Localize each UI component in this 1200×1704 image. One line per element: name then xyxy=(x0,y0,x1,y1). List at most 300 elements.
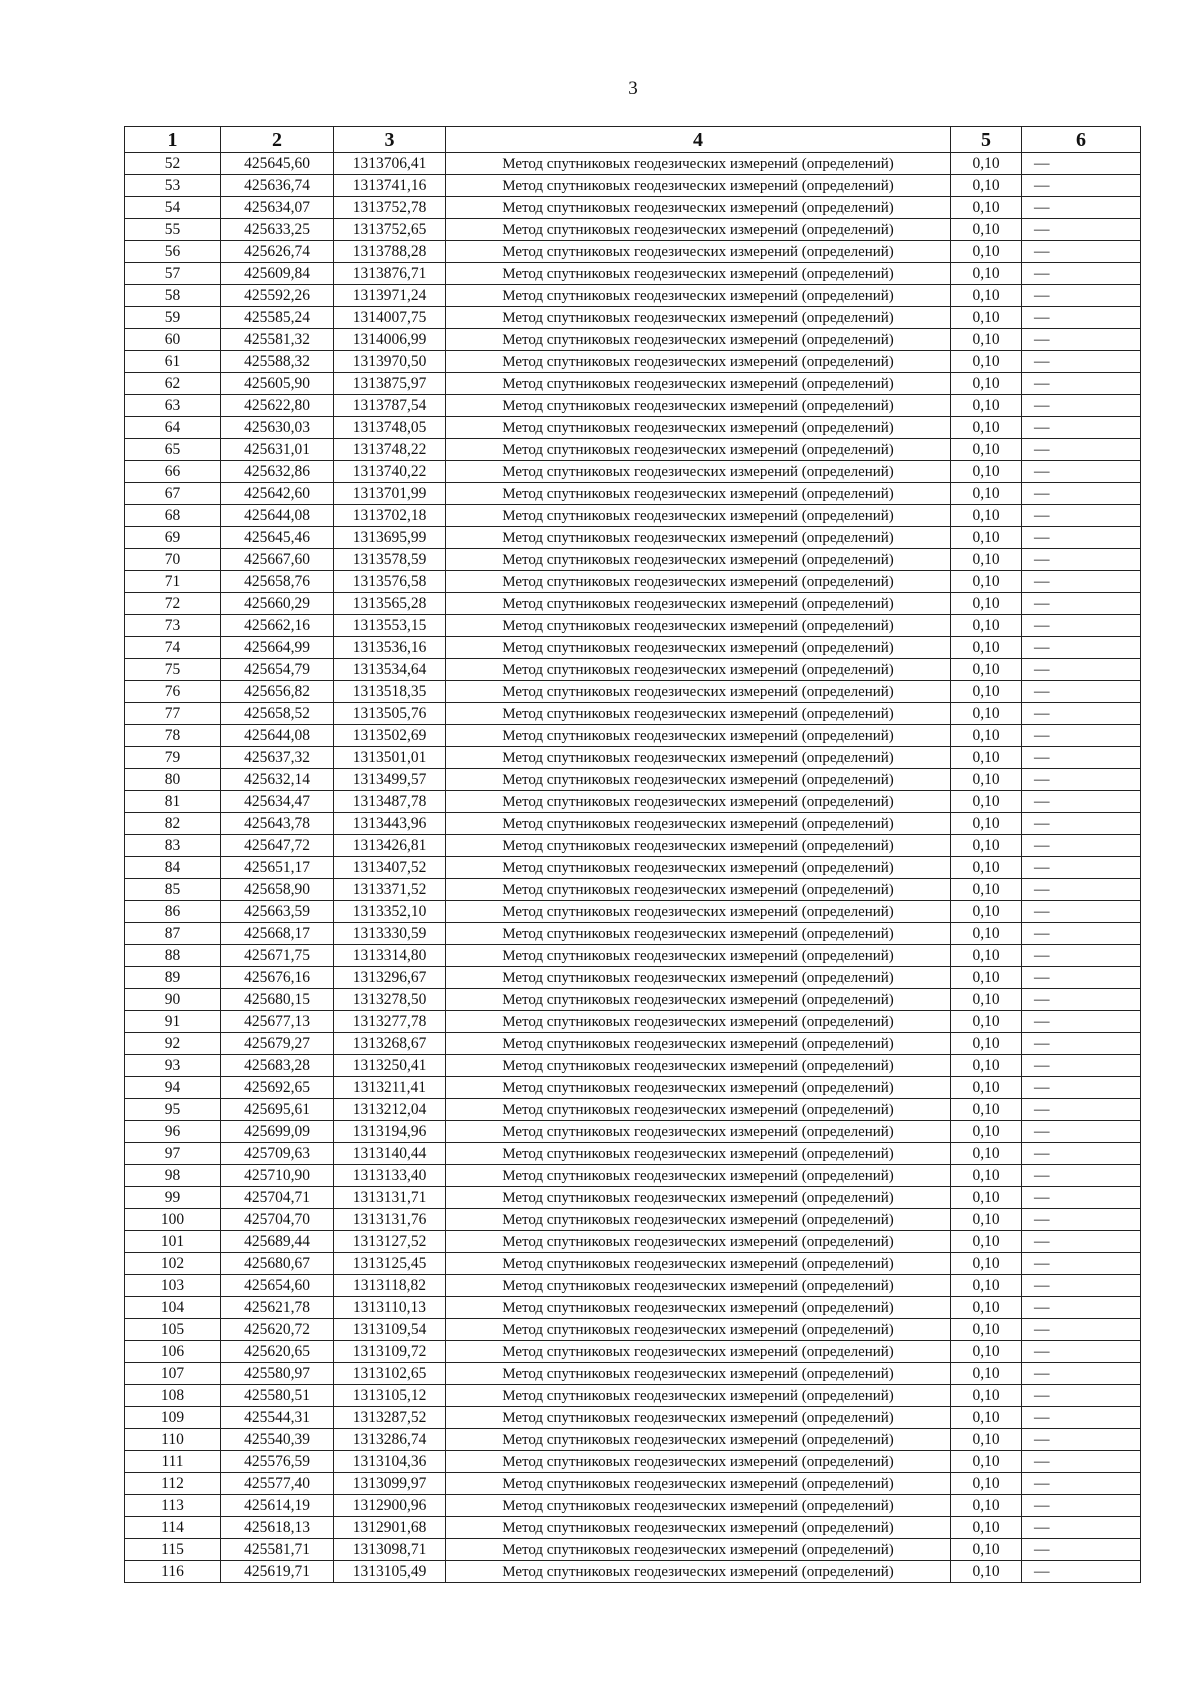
y-coordinate-cell: 1313131,71 xyxy=(334,1187,446,1209)
y-coordinate-cell: 1313104,36 xyxy=(334,1451,446,1473)
y-coordinate-cell: 1313740,22 xyxy=(334,461,446,483)
table-row xyxy=(125,923,1141,945)
y-coordinate-cell: 1313748,22 xyxy=(334,439,446,461)
header-col-4: 4 xyxy=(446,127,951,153)
description-cell: — xyxy=(1022,945,1141,967)
description-cell: — xyxy=(1022,263,1141,285)
accuracy-cell: 0,10 xyxy=(951,1451,1022,1473)
x-coordinate-cell: 425658,76 xyxy=(221,571,334,593)
method-cell: Метод спутниковых геодезических измерений (определений) xyxy=(446,703,951,725)
x-coordinate-cell: 425658,90 xyxy=(221,879,334,901)
method-cell: Метод спутниковых геодезических измерений (определений) xyxy=(446,659,951,681)
y-coordinate-cell: 1312900,96 xyxy=(334,1495,446,1517)
description-cell: — xyxy=(1022,219,1141,241)
x-coordinate-cell: 425692,65 xyxy=(221,1077,334,1099)
point-number-cell: 99 xyxy=(125,1187,221,1209)
x-coordinate-cell: 425680,15 xyxy=(221,989,334,1011)
x-coordinate-cell: 425651,17 xyxy=(221,857,334,879)
x-coordinate-cell: 425620,72 xyxy=(221,1319,334,1341)
x-coordinate-cell: 425634,07 xyxy=(221,197,334,219)
method-cell: Метод спутниковых геодезических измерений (определений) xyxy=(446,1165,951,1187)
method-cell: Метод спутниковых геодезических измерений (определений) xyxy=(446,1055,951,1077)
description-cell: — xyxy=(1022,1165,1141,1187)
description-cell: — xyxy=(1022,1055,1141,1077)
method-cell: Метод спутниковых геодезических измерений (определений) xyxy=(446,813,951,835)
point-number-cell: 54 xyxy=(125,197,221,219)
description-cell: — xyxy=(1022,637,1141,659)
header-col-2: 2 xyxy=(221,127,334,153)
table-row xyxy=(125,901,1141,923)
accuracy-cell: 0,10 xyxy=(951,307,1022,329)
point-number-cell: 79 xyxy=(125,747,221,769)
accuracy-cell: 0,10 xyxy=(951,1253,1022,1275)
accuracy-cell: 0,10 xyxy=(951,747,1022,769)
x-coordinate-cell: 425683,28 xyxy=(221,1055,334,1077)
accuracy-cell: 0,10 xyxy=(951,263,1022,285)
y-coordinate-cell: 1313194,96 xyxy=(334,1121,446,1143)
y-coordinate-cell: 1313250,41 xyxy=(334,1055,446,1077)
point-number-cell: 71 xyxy=(125,571,221,593)
point-number-cell: 90 xyxy=(125,989,221,1011)
point-number-cell: 112 xyxy=(125,1473,221,1495)
point-number-cell: 88 xyxy=(125,945,221,967)
method-cell: Метод спутниковых геодезических измерений (определений) xyxy=(446,1143,951,1165)
method-cell: Метод спутниковых геодезических измерений (определений) xyxy=(446,1033,951,1055)
table-row xyxy=(125,1495,1141,1517)
y-coordinate-cell: 1313127,52 xyxy=(334,1231,446,1253)
table-row xyxy=(125,1297,1141,1319)
accuracy-cell: 0,10 xyxy=(951,725,1022,747)
method-cell: Метод спутниковых геодезических измерений (определений) xyxy=(446,417,951,439)
y-coordinate-cell: 1313576,58 xyxy=(334,571,446,593)
description-cell: — xyxy=(1022,1011,1141,1033)
description-cell: — xyxy=(1022,439,1141,461)
method-cell: Метод спутниковых геодезических измерений (определений) xyxy=(446,1275,951,1297)
x-coordinate-cell: 425588,32 xyxy=(221,351,334,373)
description-cell: — xyxy=(1022,527,1141,549)
x-coordinate-cell: 425704,71 xyxy=(221,1187,334,1209)
accuracy-cell: 0,10 xyxy=(951,395,1022,417)
x-coordinate-cell: 425664,99 xyxy=(221,637,334,659)
description-cell: — xyxy=(1022,857,1141,879)
accuracy-cell: 0,10 xyxy=(951,967,1022,989)
y-coordinate-cell: 1313371,52 xyxy=(334,879,446,901)
point-number-cell: 68 xyxy=(125,505,221,527)
x-coordinate-cell: 425680,67 xyxy=(221,1253,334,1275)
x-coordinate-cell: 425644,08 xyxy=(221,725,334,747)
y-coordinate-cell: 1313133,40 xyxy=(334,1165,446,1187)
method-cell: Метод спутниковых геодезических измерений (определений) xyxy=(446,1253,951,1275)
method-cell: Метод спутниковых геодезических измерений (определений) xyxy=(446,329,951,351)
accuracy-cell: 0,10 xyxy=(951,659,1022,681)
point-number-cell: 81 xyxy=(125,791,221,813)
point-number-cell: 94 xyxy=(125,1077,221,1099)
table-row xyxy=(125,1539,1141,1561)
y-coordinate-cell: 1313330,59 xyxy=(334,923,446,945)
table-row xyxy=(125,1429,1141,1451)
point-number-cell: 60 xyxy=(125,329,221,351)
method-cell: Метод спутниковых геодезических измерений (определений) xyxy=(446,1561,951,1583)
point-number-cell: 110 xyxy=(125,1429,221,1451)
table-row xyxy=(125,417,1141,439)
x-coordinate-cell: 425662,16 xyxy=(221,615,334,637)
accuracy-cell: 0,10 xyxy=(951,373,1022,395)
x-coordinate-cell: 425709,63 xyxy=(221,1143,334,1165)
point-number-cell: 93 xyxy=(125,1055,221,1077)
x-coordinate-cell: 425614,19 xyxy=(221,1495,334,1517)
x-coordinate-cell: 425585,24 xyxy=(221,307,334,329)
accuracy-cell: 0,10 xyxy=(951,681,1022,703)
x-coordinate-cell: 425618,13 xyxy=(221,1517,334,1539)
point-number-cell: 109 xyxy=(125,1407,221,1429)
method-cell: Метод спутниковых геодезических измерений (определений) xyxy=(446,835,951,857)
table-row xyxy=(125,1319,1141,1341)
method-cell: Метод спутниковых геодезических измерений (определений) xyxy=(446,197,951,219)
x-coordinate-cell: 425577,40 xyxy=(221,1473,334,1495)
description-cell: — xyxy=(1022,1517,1141,1539)
x-coordinate-cell: 425647,72 xyxy=(221,835,334,857)
accuracy-cell: 0,10 xyxy=(951,593,1022,615)
accuracy-cell: 0,10 xyxy=(951,1077,1022,1099)
point-number-cell: 84 xyxy=(125,857,221,879)
accuracy-cell: 0,10 xyxy=(951,1231,1022,1253)
accuracy-cell: 0,10 xyxy=(951,1385,1022,1407)
y-coordinate-cell: 1313787,54 xyxy=(334,395,446,417)
accuracy-cell: 0,10 xyxy=(951,1297,1022,1319)
table-row xyxy=(125,1187,1141,1209)
accuracy-cell: 0,10 xyxy=(951,483,1022,505)
method-cell: Метод спутниковых геодезических измерений (определений) xyxy=(446,1473,951,1495)
table-row xyxy=(125,549,1141,571)
y-coordinate-cell: 1313487,78 xyxy=(334,791,446,813)
point-number-cell: 92 xyxy=(125,1033,221,1055)
table-row xyxy=(125,1253,1141,1275)
point-number-cell: 73 xyxy=(125,615,221,637)
y-coordinate-cell: 1313287,52 xyxy=(334,1407,446,1429)
method-cell: Метод спутниковых геодезических измерений (определений) xyxy=(446,351,951,373)
accuracy-cell: 0,10 xyxy=(951,945,1022,967)
accuracy-cell: 0,10 xyxy=(951,1099,1022,1121)
point-number-cell: 75 xyxy=(125,659,221,681)
method-cell: Метод спутниковых геодезических измерений (определений) xyxy=(446,263,951,285)
header-col-5: 5 xyxy=(951,127,1022,153)
description-cell: — xyxy=(1022,1319,1141,1341)
point-number-cell: 97 xyxy=(125,1143,221,1165)
description-cell: — xyxy=(1022,879,1141,901)
header-col-3: 3 xyxy=(334,127,446,153)
y-coordinate-cell: 1313518,35 xyxy=(334,681,446,703)
accuracy-cell: 0,10 xyxy=(951,813,1022,835)
x-coordinate-cell: 425645,46 xyxy=(221,527,334,549)
point-number-cell: 63 xyxy=(125,395,221,417)
table-row xyxy=(125,351,1141,373)
y-coordinate-cell: 1313277,78 xyxy=(334,1011,446,1033)
method-cell: Метод спутниковых геодезических измерений (определений) xyxy=(446,791,951,813)
x-coordinate-cell: 425643,78 xyxy=(221,813,334,835)
accuracy-cell: 0,10 xyxy=(951,901,1022,923)
point-number-cell: 76 xyxy=(125,681,221,703)
description-cell: — xyxy=(1022,659,1141,681)
table-row xyxy=(125,395,1141,417)
table-row xyxy=(125,835,1141,857)
table-row xyxy=(125,1077,1141,1099)
y-coordinate-cell: 1313875,97 xyxy=(334,373,446,395)
table-row xyxy=(125,571,1141,593)
accuracy-cell: 0,10 xyxy=(951,1055,1022,1077)
x-coordinate-cell: 425644,08 xyxy=(221,505,334,527)
method-cell: Метод спутниковых геодезических измерений (определений) xyxy=(446,615,951,637)
table-row xyxy=(125,1341,1141,1363)
y-coordinate-cell: 1313553,15 xyxy=(334,615,446,637)
description-cell: — xyxy=(1022,461,1141,483)
header-col-6: 6 xyxy=(1022,127,1141,153)
point-number-cell: 80 xyxy=(125,769,221,791)
x-coordinate-cell: 425637,32 xyxy=(221,747,334,769)
method-cell: Метод спутниковых геодезических измерений (определений) xyxy=(446,285,951,307)
table-row xyxy=(125,681,1141,703)
x-coordinate-cell: 425654,79 xyxy=(221,659,334,681)
y-coordinate-cell: 1313286,74 xyxy=(334,1429,446,1451)
point-number-cell: 67 xyxy=(125,483,221,505)
table-row xyxy=(125,1121,1141,1143)
y-coordinate-cell: 1313131,76 xyxy=(334,1209,446,1231)
y-coordinate-cell: 1313970,50 xyxy=(334,351,446,373)
x-coordinate-cell: 425581,32 xyxy=(221,329,334,351)
y-coordinate-cell: 1312901,68 xyxy=(334,1517,446,1539)
y-coordinate-cell: 1313565,28 xyxy=(334,593,446,615)
point-number-cell: 77 xyxy=(125,703,221,725)
point-number-cell: 89 xyxy=(125,967,221,989)
method-cell: Метод спутниковых геодезических измерений (определений) xyxy=(446,1539,951,1561)
y-coordinate-cell: 1313109,72 xyxy=(334,1341,446,1363)
y-coordinate-cell: 1313971,24 xyxy=(334,285,446,307)
y-coordinate-cell: 1313701,99 xyxy=(334,483,446,505)
table-row xyxy=(125,1209,1141,1231)
point-number-cell: 70 xyxy=(125,549,221,571)
description-cell: — xyxy=(1022,505,1141,527)
y-coordinate-cell: 1313752,78 xyxy=(334,197,446,219)
y-coordinate-cell: 1313536,16 xyxy=(334,637,446,659)
accuracy-cell: 0,10 xyxy=(951,1495,1022,1517)
table-row xyxy=(125,307,1141,329)
description-cell: — xyxy=(1022,571,1141,593)
x-coordinate-cell: 425658,52 xyxy=(221,703,334,725)
y-coordinate-cell: 1313212,04 xyxy=(334,1099,446,1121)
accuracy-cell: 0,10 xyxy=(951,769,1022,791)
description-cell: — xyxy=(1022,769,1141,791)
description-cell: — xyxy=(1022,395,1141,417)
point-number-cell: 114 xyxy=(125,1517,221,1539)
accuracy-cell: 0,10 xyxy=(951,1407,1022,1429)
point-number-cell: 96 xyxy=(125,1121,221,1143)
table-row xyxy=(125,1451,1141,1473)
method-cell: Метод спутниковых геодезических измерений (определений) xyxy=(446,945,951,967)
table-row xyxy=(125,1055,1141,1077)
accuracy-cell: 0,10 xyxy=(951,637,1022,659)
table-row xyxy=(125,813,1141,835)
x-coordinate-cell: 425633,25 xyxy=(221,219,334,241)
accuracy-cell: 0,10 xyxy=(951,175,1022,197)
x-coordinate-cell: 425704,70 xyxy=(221,1209,334,1231)
description-cell: — xyxy=(1022,285,1141,307)
x-coordinate-cell: 425620,65 xyxy=(221,1341,334,1363)
description-cell: — xyxy=(1022,1341,1141,1363)
description-cell: — xyxy=(1022,1407,1141,1429)
x-coordinate-cell: 425667,60 xyxy=(221,549,334,571)
method-cell: Метод спутниковых геодезических измерений (определений) xyxy=(446,901,951,923)
point-number-cell: 100 xyxy=(125,1209,221,1231)
accuracy-cell: 0,10 xyxy=(951,439,1022,461)
accuracy-cell: 0,10 xyxy=(951,219,1022,241)
accuracy-cell: 0,10 xyxy=(951,1429,1022,1451)
description-cell: — xyxy=(1022,1473,1141,1495)
method-cell: Метод спутниковых геодезических измерений (определений) xyxy=(446,681,951,703)
x-coordinate-cell: 425689,44 xyxy=(221,1231,334,1253)
method-cell: Метод спутниковых геодезических измерений (определений) xyxy=(446,1297,951,1319)
point-number-cell: 101 xyxy=(125,1231,221,1253)
description-cell: — xyxy=(1022,153,1141,175)
y-coordinate-cell: 1313211,41 xyxy=(334,1077,446,1099)
point-number-cell: 57 xyxy=(125,263,221,285)
x-coordinate-cell: 425580,51 xyxy=(221,1385,334,1407)
table-body xyxy=(125,153,1141,1583)
description-cell: — xyxy=(1022,1539,1141,1561)
accuracy-cell: 0,10 xyxy=(951,1121,1022,1143)
table-row xyxy=(125,1099,1141,1121)
description-cell: — xyxy=(1022,1077,1141,1099)
method-cell: Метод спутниковых геодезических измерений (определений) xyxy=(446,307,951,329)
x-coordinate-cell: 425699,09 xyxy=(221,1121,334,1143)
table-row xyxy=(125,1517,1141,1539)
method-cell: Метод спутниковых геодезических измерений (определений) xyxy=(446,153,951,175)
table-row xyxy=(125,1561,1141,1583)
description-cell: — xyxy=(1022,1451,1141,1473)
description-cell: — xyxy=(1022,373,1141,395)
table-row xyxy=(125,285,1141,307)
y-coordinate-cell: 1313695,99 xyxy=(334,527,446,549)
table-row xyxy=(125,1407,1141,1429)
table-row xyxy=(125,505,1141,527)
y-coordinate-cell: 1313278,50 xyxy=(334,989,446,1011)
x-coordinate-cell: 425645,60 xyxy=(221,153,334,175)
description-cell: — xyxy=(1022,923,1141,945)
table-row xyxy=(125,1363,1141,1385)
point-number-cell: 78 xyxy=(125,725,221,747)
y-coordinate-cell: 1313110,13 xyxy=(334,1297,446,1319)
method-cell: Метод спутниковых геодезических измерений (определений) xyxy=(446,373,951,395)
method-cell: Метод спутниковых геодезических измерений (определений) xyxy=(446,527,951,549)
x-coordinate-cell: 425634,47 xyxy=(221,791,334,813)
accuracy-cell: 0,10 xyxy=(951,505,1022,527)
y-coordinate-cell: 1313352,10 xyxy=(334,901,446,923)
accuracy-cell: 0,10 xyxy=(951,1517,1022,1539)
table-row xyxy=(125,175,1141,197)
accuracy-cell: 0,10 xyxy=(951,615,1022,637)
x-coordinate-cell: 425677,13 xyxy=(221,1011,334,1033)
method-cell: Метод спутниковых геодезических измерений (определений) xyxy=(446,923,951,945)
accuracy-cell: 0,10 xyxy=(951,571,1022,593)
point-number-cell: 61 xyxy=(125,351,221,373)
table-row xyxy=(125,989,1141,1011)
point-number-cell: 85 xyxy=(125,879,221,901)
accuracy-cell: 0,10 xyxy=(951,923,1022,945)
table-row xyxy=(125,747,1141,769)
point-number-cell: 95 xyxy=(125,1099,221,1121)
point-number-cell: 87 xyxy=(125,923,221,945)
method-cell: Метод спутниковых геодезических измерений (определений) xyxy=(446,549,951,571)
method-cell: Метод спутниковых геодезических измерений (определений) xyxy=(446,1363,951,1385)
point-number-cell: 58 xyxy=(125,285,221,307)
table-row xyxy=(125,439,1141,461)
y-coordinate-cell: 1313748,05 xyxy=(334,417,446,439)
y-coordinate-cell: 1313102,65 xyxy=(334,1363,446,1385)
description-cell: — xyxy=(1022,241,1141,263)
accuracy-cell: 0,10 xyxy=(951,1473,1022,1495)
point-number-cell: 66 xyxy=(125,461,221,483)
table-row xyxy=(125,593,1141,615)
table-row xyxy=(125,1143,1141,1165)
x-coordinate-cell: 425609,84 xyxy=(221,263,334,285)
table-row xyxy=(125,219,1141,241)
y-coordinate-cell: 1313578,59 xyxy=(334,549,446,571)
table-row xyxy=(125,329,1141,351)
table-row xyxy=(125,1473,1141,1495)
x-coordinate-cell: 425695,61 xyxy=(221,1099,334,1121)
description-cell: — xyxy=(1022,1429,1141,1451)
table-row xyxy=(125,967,1141,989)
method-cell: Метод спутниковых геодезических измерений (определений) xyxy=(446,439,951,461)
point-number-cell: 103 xyxy=(125,1275,221,1297)
description-cell: — xyxy=(1022,835,1141,857)
x-coordinate-cell: 425660,29 xyxy=(221,593,334,615)
x-coordinate-cell: 425656,82 xyxy=(221,681,334,703)
description-cell: — xyxy=(1022,329,1141,351)
x-coordinate-cell: 425636,74 xyxy=(221,175,334,197)
point-number-cell: 83 xyxy=(125,835,221,857)
description-cell: — xyxy=(1022,1033,1141,1055)
method-cell: Метод спутниковых геодезических измерений (определений) xyxy=(446,725,951,747)
point-number-cell: 62 xyxy=(125,373,221,395)
table-row xyxy=(125,725,1141,747)
y-coordinate-cell: 1313499,57 xyxy=(334,769,446,791)
x-coordinate-cell: 425632,86 xyxy=(221,461,334,483)
method-cell: Метод спутниковых геодезических измерений (определений) xyxy=(446,461,951,483)
y-coordinate-cell: 1313099,97 xyxy=(334,1473,446,1495)
accuracy-cell: 0,10 xyxy=(951,1561,1022,1583)
description-cell: — xyxy=(1022,1495,1141,1517)
y-coordinate-cell: 1313098,71 xyxy=(334,1539,446,1561)
y-coordinate-cell: 1313702,18 xyxy=(334,505,446,527)
table-row xyxy=(125,703,1141,725)
coordinates-table xyxy=(124,126,1141,1583)
point-number-cell: 113 xyxy=(125,1495,221,1517)
y-coordinate-cell: 1313105,49 xyxy=(334,1561,446,1583)
point-number-cell: 107 xyxy=(125,1363,221,1385)
point-number-cell: 53 xyxy=(125,175,221,197)
description-cell: — xyxy=(1022,1275,1141,1297)
description-cell: — xyxy=(1022,791,1141,813)
accuracy-cell: 0,10 xyxy=(951,351,1022,373)
accuracy-cell: 0,10 xyxy=(951,857,1022,879)
y-coordinate-cell: 1313296,67 xyxy=(334,967,446,989)
y-coordinate-cell: 1313741,16 xyxy=(334,175,446,197)
description-cell: — xyxy=(1022,1231,1141,1253)
table-row xyxy=(125,1385,1141,1407)
table-row xyxy=(125,637,1141,659)
method-cell: Метод спутниковых геодезических измерений (определений) xyxy=(446,1011,951,1033)
y-coordinate-cell: 1313505,76 xyxy=(334,703,446,725)
accuracy-cell: 0,10 xyxy=(951,1363,1022,1385)
